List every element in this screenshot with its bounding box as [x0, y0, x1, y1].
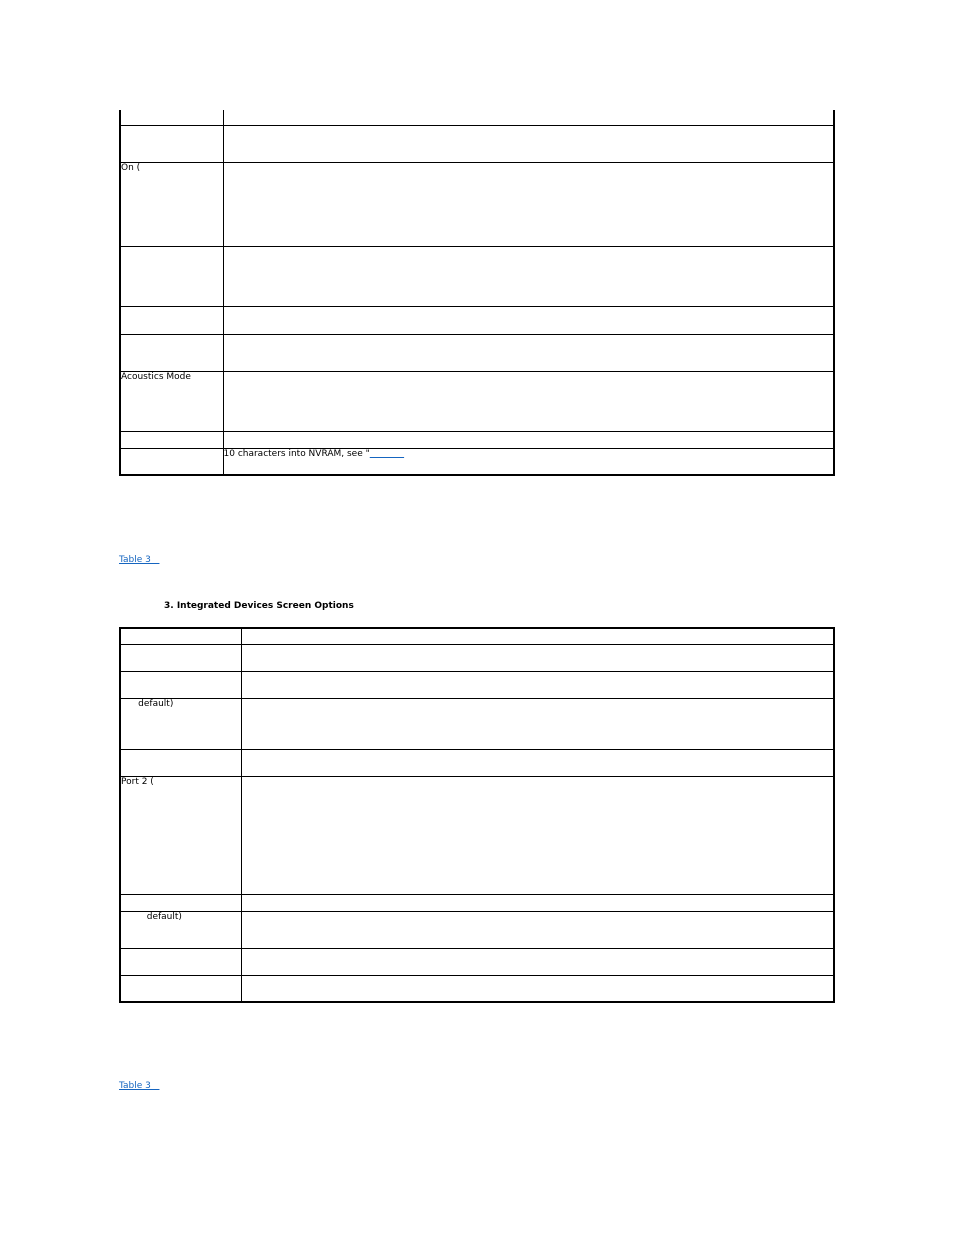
table-row	[120, 698, 834, 749]
description-cell	[223, 306, 834, 334]
option-cell	[120, 671, 241, 698]
table3-link[interactable]: Table 3	[119, 555, 160, 565]
table-row	[120, 306, 834, 334]
table-row	[120, 431, 834, 448]
description-cell	[223, 125, 834, 162]
description-cell	[241, 776, 834, 894]
table-row	[120, 162, 834, 246]
table-row	[120, 371, 834, 431]
table-row	[120, 125, 834, 162]
table-row	[120, 644, 834, 671]
table-row	[120, 110, 834, 125]
description-cell	[223, 371, 834, 431]
option-cell	[120, 628, 241, 644]
option-cell	[120, 334, 223, 371]
description-cell	[241, 894, 834, 911]
description-cell	[241, 628, 834, 644]
table-row	[120, 448, 834, 475]
option-cell	[120, 975, 241, 1002]
table-row	[120, 948, 834, 975]
table-row	[120, 628, 834, 644]
option-cell: Port 2 (	[120, 776, 241, 894]
nvram-text: 10 characters into NVRAM, see "	[223, 448, 370, 459]
table-row	[120, 671, 834, 698]
option-cell	[120, 125, 223, 162]
option-cell	[120, 894, 241, 911]
table-row	[120, 894, 834, 911]
option-cell	[120, 948, 241, 975]
description-cell	[223, 246, 834, 306]
table-caption: 3. Integrated Devices Screen Options	[164, 601, 354, 611]
option-cell	[120, 246, 223, 306]
table-row	[120, 334, 834, 371]
description-cell	[241, 948, 834, 975]
system-options-table	[119, 110, 835, 476]
description-cell	[223, 110, 834, 125]
option-cell	[120, 110, 223, 125]
option-cell	[120, 644, 241, 671]
option-cell	[120, 431, 223, 448]
integrated-devices-table	[119, 627, 835, 1003]
table-row	[120, 246, 834, 306]
table-row	[120, 911, 834, 948]
nvram-link[interactable]	[370, 449, 404, 459]
option-cell	[120, 448, 223, 475]
description-cell	[241, 698, 834, 749]
option-cell: Acoustics Mode	[120, 371, 223, 431]
table-row	[120, 749, 834, 776]
option-cell	[120, 306, 223, 334]
description-cell	[223, 448, 834, 475]
description-cell	[241, 911, 834, 948]
table3-link[interactable]: Table 3	[119, 1081, 160, 1091]
description-cell	[241, 644, 834, 671]
description-cell	[241, 671, 834, 698]
option-cell: default)	[120, 698, 241, 749]
option-cell: default)	[120, 911, 241, 948]
description-cell	[241, 749, 834, 776]
description-cell	[241, 975, 834, 1002]
option-cell: On (	[120, 162, 223, 246]
description-cell	[223, 162, 834, 246]
table-row	[120, 975, 834, 1002]
description-cell	[223, 431, 834, 448]
description-cell	[223, 334, 834, 371]
table-row	[120, 776, 834, 894]
option-cell	[120, 749, 241, 776]
